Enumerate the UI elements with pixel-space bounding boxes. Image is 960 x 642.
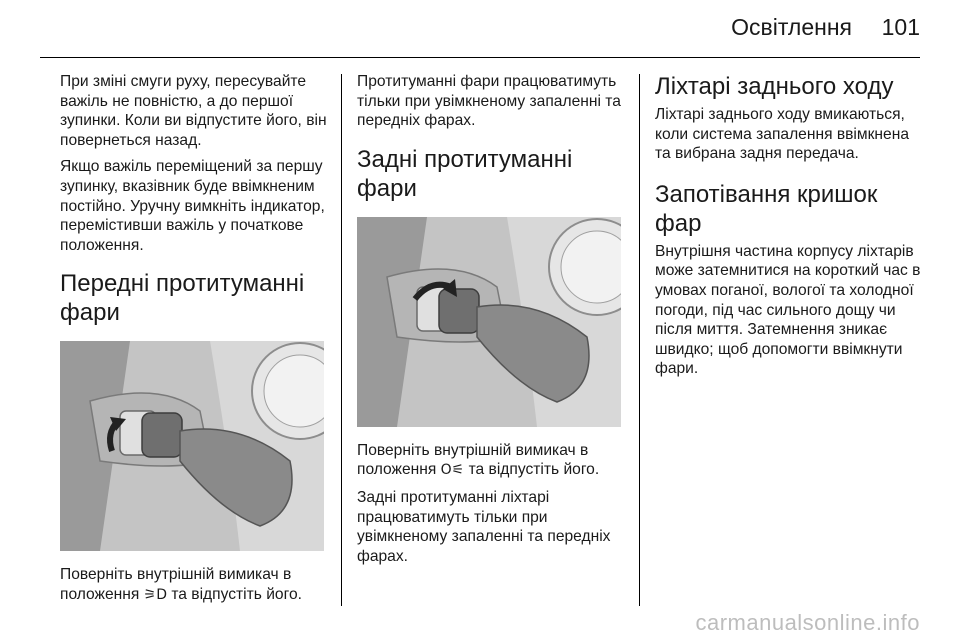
- column-3: [655, 72, 925, 386]
- watermark: carmanualsonline.info: [695, 610, 920, 635]
- front-fog-switch-illustration: [60, 341, 324, 551]
- stalk-illustration-icon: [60, 341, 324, 551]
- column-2: [357, 72, 625, 573]
- column-divider-2: [639, 74, 640, 606]
- front-fog-heading: Передні протитуманні фари: [60, 270, 305, 327]
- rear-fog-condition-paragraph: Задні протитуманні ліхтарі працюватимуть тільки при увімкненому запаленні та передніх фарах.: [357, 488, 611, 565]
- reversing-lights-heading: Ліхтарі заднього ходу: [655, 73, 894, 100]
- column-divider-1: [341, 74, 342, 606]
- page-number: 101: [881, 14, 920, 40]
- fogged-covers-paragraph: Внутрішня частина корпусу ліхтарів може затемнитися на короткий час в умовах поганої, вологої та холодної погоди, під час сильного дощу чи після миття. Затемнення зникає швидко; щоб допомогти ввімкнути фари.: [655, 242, 921, 378]
- rear-fog-caption: Поверніть внутрішній вимикач в положення O⚟ та відпустіть його.: [357, 441, 600, 479]
- front-fog-caption: Поверніть внутрішній вимикач в положення ⚞D та відпустіть його.: [60, 566, 302, 603]
- front-fog-condition-paragraph: Протитуманні фари працюватимуть тільки при увімкненому запаленні та передніх фарах.: [357, 73, 621, 130]
- page-title: Освітлення: [731, 14, 852, 40]
- rear-fog-heading: Задні протитуманні фари: [357, 145, 573, 202]
- fogged-covers-heading: Запотівання кришок фар: [655, 180, 878, 237]
- lane-change-paragraph: При зміні смуги руху, пересувайте важіль не повністю, а до першої зупинки. Коли ви відпустите його, він повернеться назад.: [60, 73, 327, 149]
- header-rule: [40, 57, 920, 58]
- indicator-paragraph: Якщо важіль переміщений за першу зупинку, вказівник буде ввімкненим постійно. Уручну вимкніть індикатор, перемістивши важіль у початкове положення.: [60, 158, 325, 254]
- page-header: [0, 0, 960, 62]
- stalk-illustration-icon: [357, 217, 621, 427]
- rear-fog-light-icon: O⚟: [440, 462, 465, 479]
- reversing-lights-paragraph: Ліхтарі заднього ходу вмикаються, коли система запалення ввімкнена та вибрана задня передача.: [655, 106, 909, 163]
- column-1: [60, 72, 328, 613]
- front-fog-light-icon: ⚞D: [143, 586, 167, 603]
- rear-fog-switch-illustration: [357, 217, 621, 427]
